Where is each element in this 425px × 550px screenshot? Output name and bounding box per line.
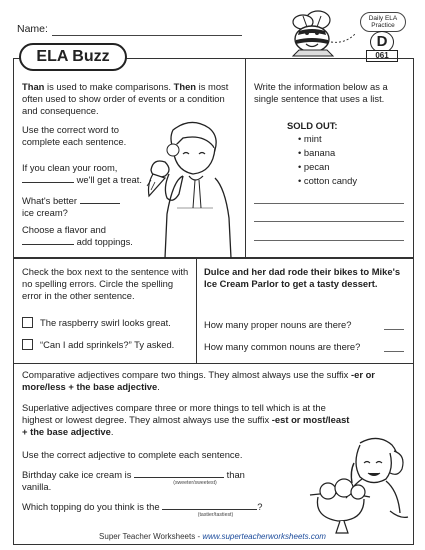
divider: [196, 258, 197, 364]
answer-blank[interactable]: [384, 329, 404, 330]
footer: Super Teacher Worksheets - www.superteacherworksheets.com: [99, 532, 326, 541]
name-label: Name:: [17, 23, 48, 35]
question: Choose a flavor and add toppings.: [22, 224, 133, 248]
word-choice-hint: (sweeter/sweetest): [173, 480, 217, 486]
noun-sentence: Dulce and her dad rode their bikes to Mike's Ice Cream Parlor to get a tasty dessert.: [204, 266, 401, 290]
checkbox[interactable]: [22, 317, 33, 328]
comparative-explanation: Comparative adjectives compare two things. They almost always use the suffix -er or more/less + the base adjective.: [22, 369, 375, 393]
instruction: Write the information below as a single sentence that uses a list.: [254, 81, 388, 105]
daily-practice-badge: Daily ELA Practice: [360, 12, 406, 32]
sold-out-heading: SOLD OUT:: [287, 120, 338, 131]
answer-line[interactable]: [254, 203, 404, 204]
answer-blank[interactable]: [22, 174, 74, 183]
word-choice-hint: (tastier/tastiest): [197, 512, 234, 518]
name-field[interactable]: [52, 35, 242, 36]
answer-blank[interactable]: [22, 236, 74, 245]
spelling-option: The raspberry swirl looks great.: [40, 317, 171, 328]
worksheet-code: 061: [366, 50, 398, 62]
answer-line[interactable]: [254, 221, 404, 222]
worksheet-title: ELA Buzz: [19, 43, 127, 71]
level-badge: D: [370, 31, 394, 53]
list-item: • mint: [298, 133, 322, 144]
checkbox[interactable]: [22, 339, 33, 350]
question: What's better ice cream?: [22, 195, 152, 219]
instruction: Use the correct adjective to complete each sentence.: [22, 449, 243, 460]
superlative-explanation: Superlative adjectives compare three or more things to tell which is at the highest or lowest degree. They almost always use the suffix -est or most/least + the base adjective.: [22, 402, 350, 438]
than-then-intro: Than is used to make comparisons. Then is most often used to show order of events or a condition and consequence.: [22, 81, 229, 117]
spelling-option: “Can I add sprinkels?” Ty asked.: [40, 339, 175, 350]
answer-blank[interactable]: [134, 469, 224, 478]
question: Birthday cake ice cream is than vanilla.: [22, 469, 245, 493]
answer-blank[interactable]: [384, 351, 404, 352]
boy-eating-ice-cream-illustration: [143, 118, 243, 258]
answer-blank[interactable]: [80, 195, 120, 204]
answer-line[interactable]: [254, 240, 404, 241]
bee-icon: [283, 4, 363, 64]
instruction: Use the correct word to complete each sentence.: [22, 124, 127, 148]
answer-blank[interactable]: [162, 501, 257, 510]
instruction: Check the box next to the sentence with no spelling errors. Circle the spelling error in the other sentence.: [22, 266, 189, 302]
girl-eating-sundae-illustration: [290, 433, 410, 543]
list-item: • cotton candy: [298, 175, 358, 186]
question: If you clean your room, we'll get a treat.: [22, 162, 142, 186]
question: Which topping do you think is the ?: [22, 501, 263, 512]
list-item: • pecan: [298, 161, 330, 172]
footer-link[interactable]: www.superteacherworksheets.com: [202, 532, 326, 541]
question: How many proper nouns are there?: [204, 319, 352, 330]
list-item: • banana: [298, 147, 336, 158]
divider: [245, 58, 246, 258]
question: How many common nouns are there?: [204, 341, 361, 352]
